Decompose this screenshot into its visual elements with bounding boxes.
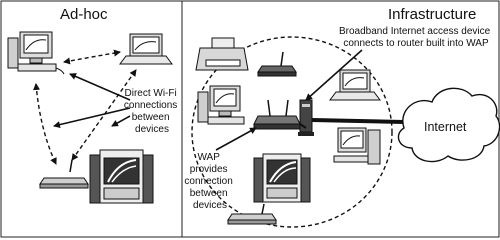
modem-internet-line xyxy=(312,120,404,122)
router-icon xyxy=(228,204,276,224)
media-center-icon xyxy=(254,154,310,202)
desktop-computer-icon xyxy=(8,32,64,74)
print-server-icon xyxy=(258,52,296,76)
adhoc-label-line: between xyxy=(131,112,170,123)
wap-label-line: provides xyxy=(189,164,228,175)
internet-label: Internet xyxy=(424,120,467,134)
adhoc-label-arrows xyxy=(54,74,130,126)
wap-label-line: connection xyxy=(184,176,233,187)
wap-arrow xyxy=(216,128,256,150)
adhoc-label xyxy=(124,88,180,135)
broadband-label xyxy=(339,26,493,49)
wap-label-line: WAP xyxy=(197,152,220,163)
desktop-computer-icon xyxy=(198,86,244,124)
broadband-label-line: Broadband Internet access device xyxy=(339,26,491,37)
wap-label-line: devices xyxy=(193,200,227,211)
adhoc-label-line: Direct Wi-Fi xyxy=(124,88,177,99)
broadband-label-line: connects to router built into WAP xyxy=(343,38,489,49)
wap-label-line: between xyxy=(189,188,228,199)
laptop-icon xyxy=(120,34,172,64)
router-icon xyxy=(40,160,88,188)
wap-label xyxy=(184,152,235,211)
adhoc-label-line: devices xyxy=(135,124,169,135)
printer-icon xyxy=(196,38,248,70)
modem-icon xyxy=(298,100,314,136)
adhoc-title: Ad-hoc xyxy=(60,6,108,23)
adhoc-label-line: connections xyxy=(123,100,178,111)
media-center-icon xyxy=(90,150,153,203)
desktop-computer-icon xyxy=(334,128,380,164)
wap-router-icon xyxy=(254,100,300,129)
laptop-icon xyxy=(330,70,380,100)
infrastructure-title: Infrastructure xyxy=(388,6,477,23)
